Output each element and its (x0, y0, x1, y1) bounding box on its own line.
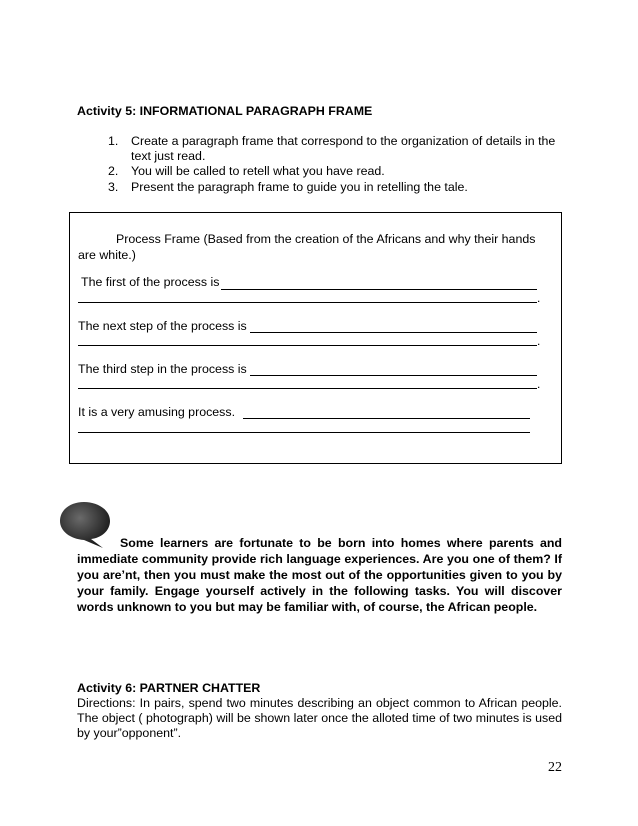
list-item-number: 1. (108, 134, 119, 148)
page-number: 22 (548, 760, 562, 775)
callout-text: Some learners are fortunate to be born into homes where parents and immediate community provide rich language experiences. Are you one of them? If you are’nt, then you must make the most out of the opportunities given to you by your family. Engage yourself actively in the following tasks. You will discover words unknown to you but may be familiar with, of course, the African people. (77, 536, 562, 614)
list-item (108, 180, 568, 195)
activity5-instructions (108, 134, 568, 195)
blank-line (78, 345, 537, 346)
activity6-title: Activity 6: PARTNER CHATTER (77, 681, 261, 695)
frame-line-3-label: The third step in the process is (78, 362, 247, 376)
blank-line (78, 302, 537, 303)
list-item-text: You will be called to retell what you have read. (131, 164, 385, 179)
activity6-directions: Directions: In pairs, spend two minutes describing an object common to African people. The object ( photograph) will be shown later once the alloted time of two minutes is used by your”opponent”. (77, 696, 562, 741)
blank-line (221, 289, 537, 290)
line-end-period: . (537, 334, 541, 348)
line-end-period: . (537, 377, 541, 391)
blank-line (78, 432, 530, 433)
blank-line (78, 388, 537, 389)
frame-line-2-label: The next step of the process is (78, 319, 247, 333)
process-frame-intro (78, 232, 548, 263)
list-item-number: 3. (108, 179, 119, 194)
blank-line (243, 418, 530, 419)
blank-line (250, 375, 537, 376)
list-item-text: Create a paragraph frame that correspond to the organization of details in the text just read. (131, 134, 556, 164)
activity5-title: Activity 5: INFORMATIONAL PARAGRAPH FRAME (77, 104, 373, 118)
frame-line-4-label: It is a very amusing process. (78, 405, 236, 419)
process-frame-intro-text: Process Frame (Based from the creation of the Africans and why their hands are white.) (78, 232, 536, 262)
line-end-period: . (537, 291, 541, 305)
list-item-number: 2. (108, 164, 119, 179)
callout-paragraph (77, 536, 562, 616)
list-item (108, 134, 568, 164)
list-item (108, 164, 568, 179)
list-item-text: Present the paragraph frame to guide you in retelling the tale. (131, 179, 468, 194)
blank-line (250, 332, 537, 333)
frame-line-1-label: The first of the process is (81, 275, 220, 289)
